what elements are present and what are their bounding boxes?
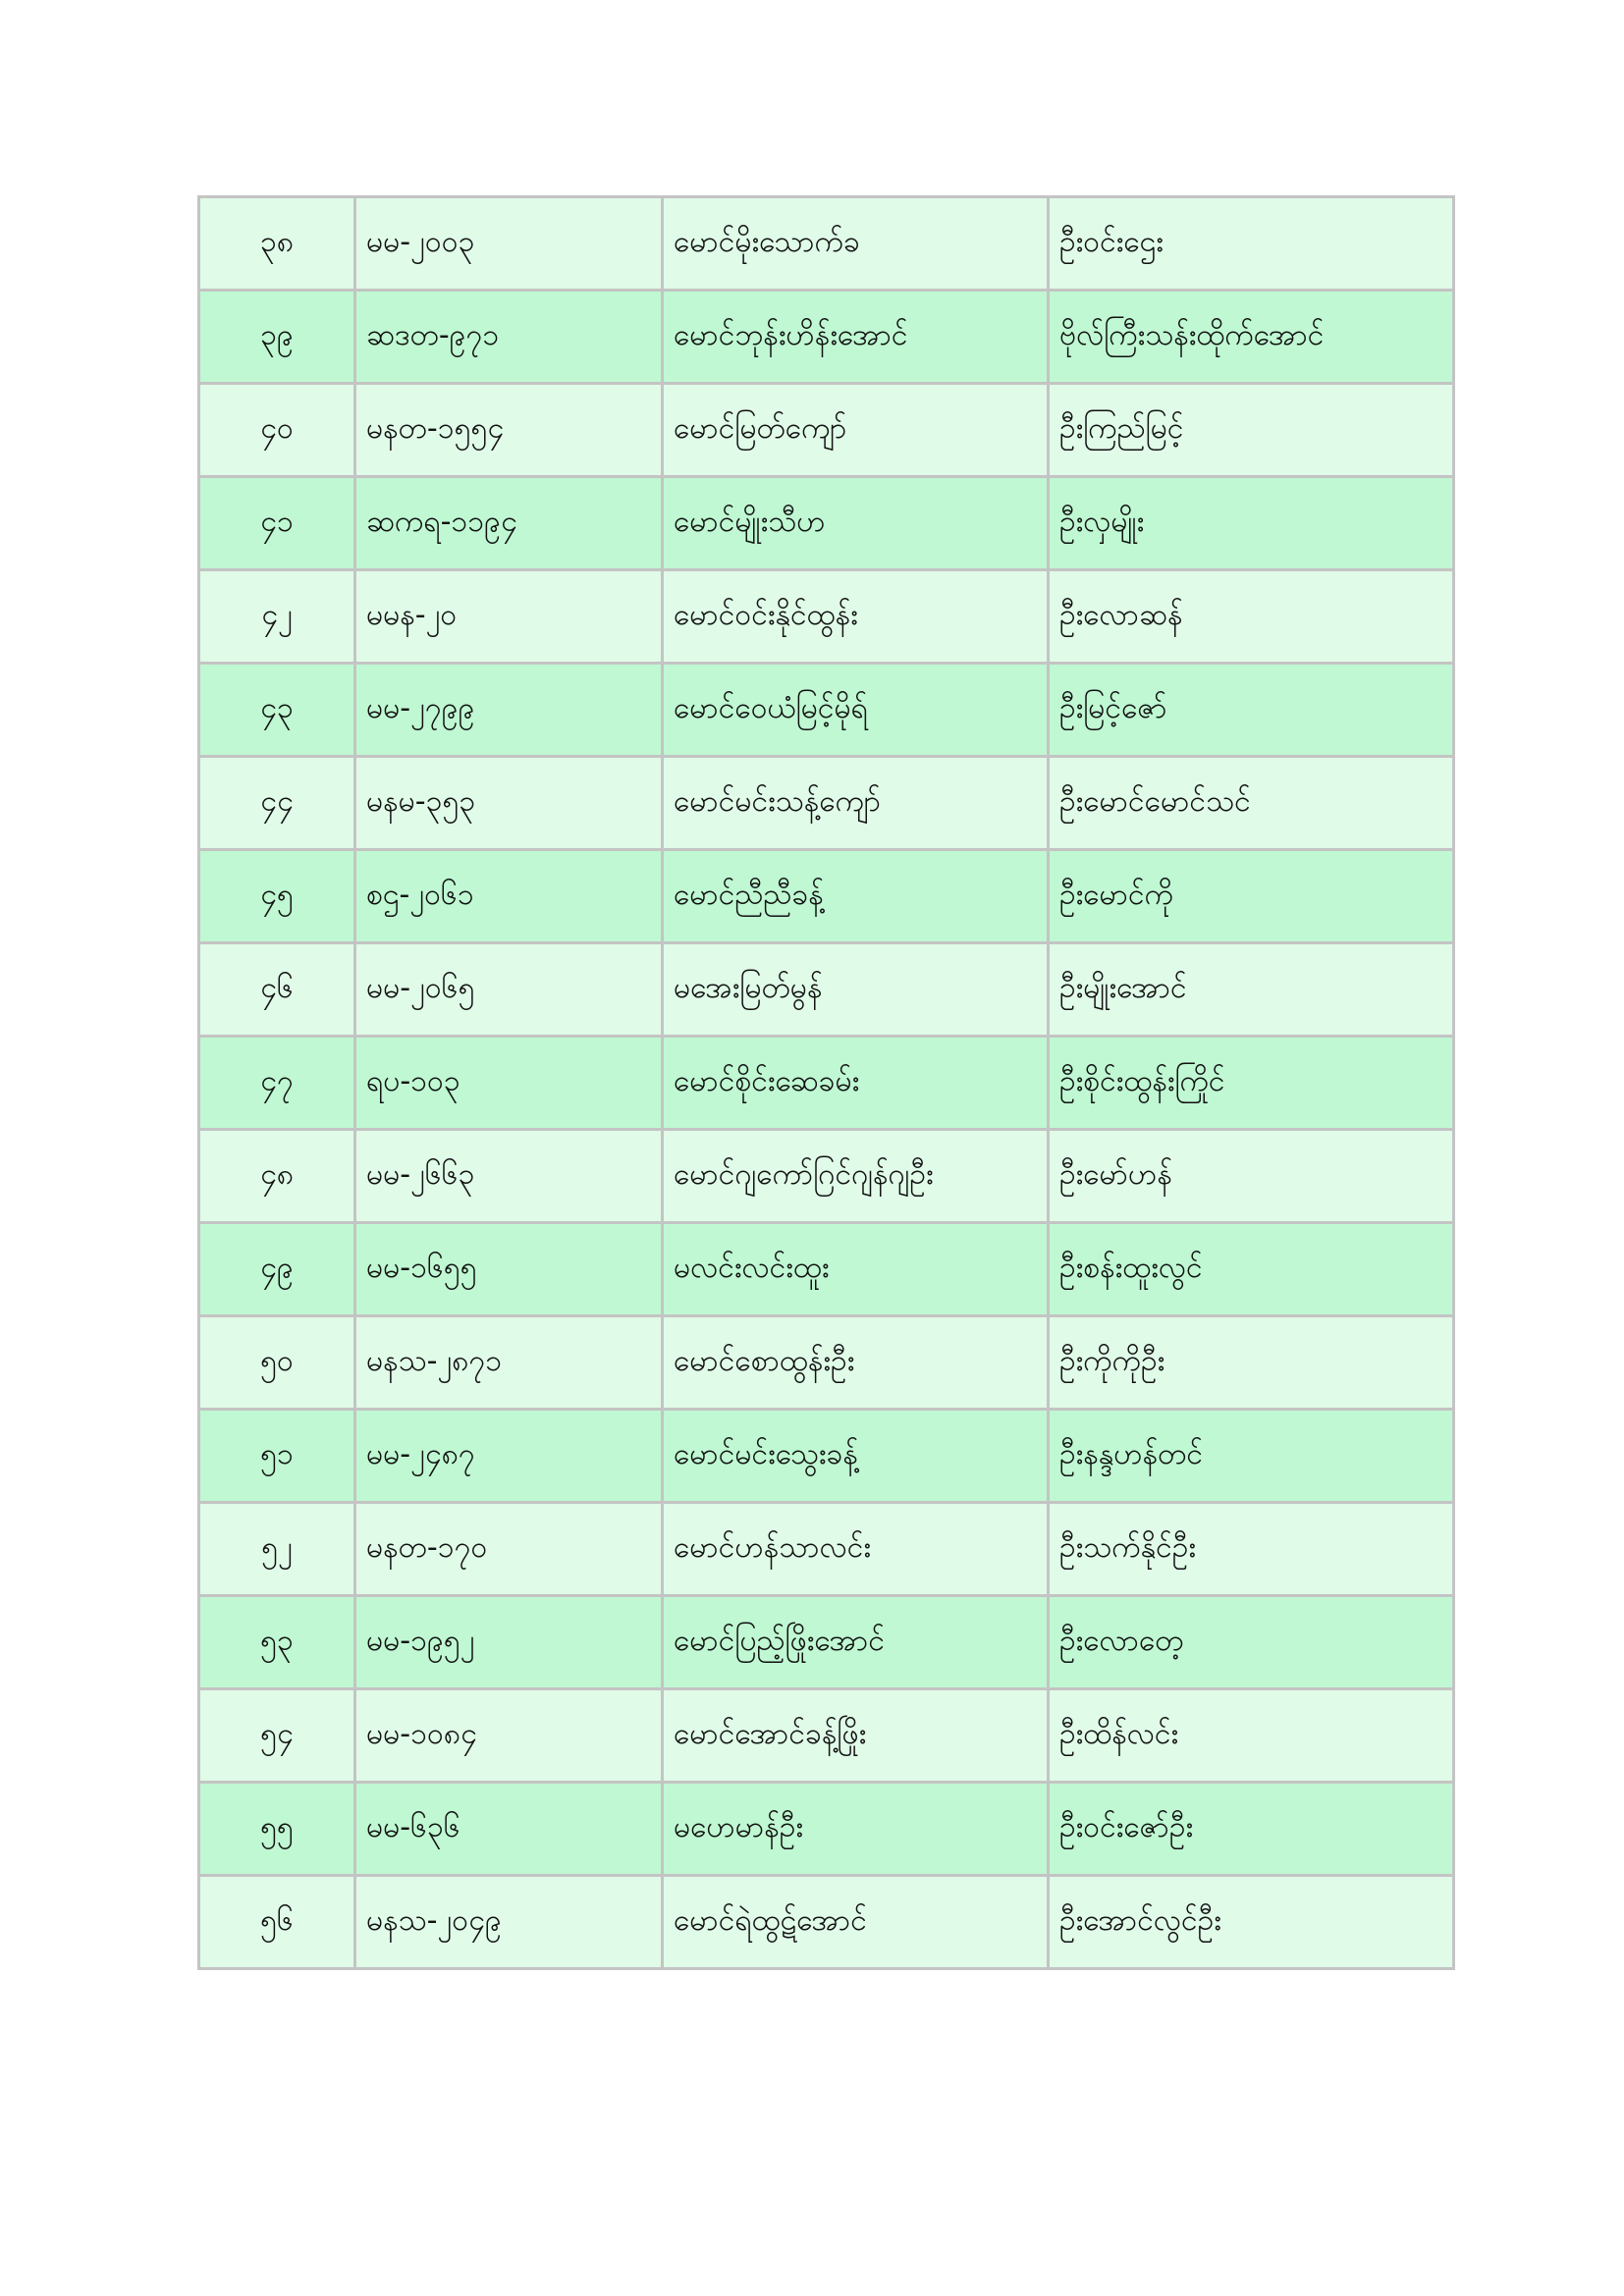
registration-id-cell: မနသ-၂၀၄၉: [355, 1876, 663, 1969]
row-number-cell: ၅၁: [199, 1410, 355, 1503]
student-name-cell: မောင်မျိုးသီဟ: [663, 477, 1049, 570]
student-name-cell: မောင်စောထွန်းဦး: [663, 1316, 1049, 1410]
student-name-cell: မောင်မင်းသန့်ကျော်: [663, 757, 1049, 850]
row-number-cell: ၄၃: [199, 664, 355, 757]
registration-id-cell: မမန-၂၀: [355, 570, 663, 664]
father-name-cell: ဗိုလ်ကြီးသန်းထိုက်အောင်: [1049, 291, 1454, 384]
row-number-cell: ၄၉: [199, 1223, 355, 1316]
student-name-cell: မောင်မြတ်ကျော်: [663, 384, 1049, 477]
student-name-cell: မောင်အောင်ခန့်ဖြိုး: [663, 1689, 1049, 1783]
father-name-cell: ဦးစန်းထူးလွင်: [1049, 1223, 1454, 1316]
student-name-cell: မောင်စိုင်းဆေခမ်း: [663, 1037, 1049, 1130]
registration-id-cell: မမ-၂၆၆၃: [355, 1130, 663, 1223]
father-name-cell: ဦးထိန်လင်း: [1049, 1689, 1454, 1783]
row-number-cell: ၄၅: [199, 850, 355, 943]
registration-id-cell: မမ-၂၄၈၇: [355, 1410, 663, 1503]
table-row: [199, 1783, 1454, 1876]
table-row: [199, 1037, 1454, 1130]
registration-id-cell: မမ-၂၀၆၅: [355, 943, 663, 1037]
student-name-cell: မအေးမြတ်မွန်: [663, 943, 1049, 1037]
father-name-cell: ဦးဝင်းဌေး: [1049, 197, 1454, 291]
table-row: [199, 1596, 1454, 1689]
father-name-cell: ဦးလောဆန်: [1049, 570, 1454, 664]
registration-id-cell: မမ-၂၇၉၉: [355, 664, 663, 757]
table-row: [199, 664, 1454, 757]
row-number-cell: ၃၈: [199, 197, 355, 291]
table-row: [199, 570, 1454, 664]
row-number-cell: ၄၂: [199, 570, 355, 664]
father-name-cell: ဦးမြင့်ဇော်: [1049, 664, 1454, 757]
registration-id-cell: မမ-၆၃၆: [355, 1783, 663, 1876]
row-number-cell: ၄၁: [199, 477, 355, 570]
row-number-cell: ၅၂: [199, 1503, 355, 1596]
table-row: [199, 1876, 1454, 1969]
registration-id-cell: မမ-၁၉၅၂: [355, 1596, 663, 1689]
registration-id-cell: ဆဒတ-၉၇၁: [355, 291, 663, 384]
father-name-cell: ဦးသက်နိုင်ဦး: [1049, 1503, 1454, 1596]
father-name-cell: ဦးမျိုးအောင်: [1049, 943, 1454, 1037]
table-row: [199, 1410, 1454, 1503]
row-number-cell: ၅၄: [199, 1689, 355, 1783]
registration-id-cell: မနတ-၁၅၅၄: [355, 384, 663, 477]
student-name-cell: မောင်ဟန်သာလင်း: [663, 1503, 1049, 1596]
row-number-cell: ၄၀: [199, 384, 355, 477]
table-row: [199, 1503, 1454, 1596]
table-row: [199, 384, 1454, 477]
father-name-cell: ဦးဝင်းဇော်ဦး: [1049, 1783, 1454, 1876]
father-name-cell: ဦးလှမျိုး: [1049, 477, 1454, 570]
student-name-cell: မောင်ဂျကော်ဂြင်ဂျန်ဂျဦး: [663, 1130, 1049, 1223]
registration-id-cell: မမ-၂၀၀၃: [355, 197, 663, 291]
row-number-cell: ၄၄: [199, 757, 355, 850]
records-table: [197, 195, 1455, 1970]
registration-id-cell: မနသ-၂၈၇၁: [355, 1316, 663, 1410]
table-row: [199, 757, 1454, 850]
table-row: [199, 1689, 1454, 1783]
row-number-cell: ၅၅: [199, 1783, 355, 1876]
table-row: [199, 1316, 1454, 1410]
father-name-cell: ဦးကိုကိုဦး: [1049, 1316, 1454, 1410]
student-name-cell: မောင်ဝင်းနိုင်ထွန်း: [663, 570, 1049, 664]
father-name-cell: ဦးလောတေ့: [1049, 1596, 1454, 1689]
registration-id-cell: ဆကရ-၁၁၉၄: [355, 477, 663, 570]
student-name-cell: မလင်းလင်းထူး: [663, 1223, 1049, 1316]
father-name-cell: ဦးစိုင်းထွန်းကြိုင်: [1049, 1037, 1454, 1130]
records-table-body: [199, 197, 1454, 1969]
table-row: [199, 850, 1454, 943]
row-number-cell: ၄၆: [199, 943, 355, 1037]
registration-id-cell: မနမ-၃၅၃: [355, 757, 663, 850]
row-number-cell: ၄၇: [199, 1037, 355, 1130]
father-name-cell: ဦးအောင်လွင်ဦး: [1049, 1876, 1454, 1969]
student-name-cell: မောင်ဝေယံမြင့်မိုရ်: [663, 664, 1049, 757]
table-row: [199, 197, 1454, 291]
student-name-cell: မောင်မိုးသောက်ခ: [663, 197, 1049, 291]
father-name-cell: ဦးကြည်မြင့်: [1049, 384, 1454, 477]
father-name-cell: ဦးမော်ဟန်: [1049, 1130, 1454, 1223]
father-name-cell: ဦးမောင်ကို: [1049, 850, 1454, 943]
student-name-cell: မောင်ဘုန်းဟိန်းအောင်: [663, 291, 1049, 384]
table-row: [199, 291, 1454, 384]
table-row: [199, 477, 1454, 570]
student-name-cell: မောင်ရဲထွဋ်အောင်: [663, 1876, 1049, 1969]
row-number-cell: ၄၈: [199, 1130, 355, 1223]
student-name-cell: မောင်ပြည့်ဖြိုးအောင်: [663, 1596, 1049, 1689]
table-row: [199, 1223, 1454, 1316]
registration-id-cell: ရပ-၁၀၃: [355, 1037, 663, 1130]
student-name-cell: မဟေမာန်ဦး: [663, 1783, 1049, 1876]
father-name-cell: ဦးမောင်မောင်သင်: [1049, 757, 1454, 850]
registration-id-cell: မမ-၁၆၅၅: [355, 1223, 663, 1316]
registration-id-cell: မနတ-၁၇၀: [355, 1503, 663, 1596]
row-number-cell: ၅၃: [199, 1596, 355, 1689]
student-name-cell: မောင်မင်းသွေးခန့်: [663, 1410, 1049, 1503]
student-name-cell: မောင်ညီညီခန့်: [663, 850, 1049, 943]
row-number-cell: ၅၀: [199, 1316, 355, 1410]
registration-id-cell: မမ-၁၀၈၄: [355, 1689, 663, 1783]
table-row: [199, 943, 1454, 1037]
father-name-cell: ဦးနန္ဒဟန်တင်: [1049, 1410, 1454, 1503]
row-number-cell: ၃၉: [199, 291, 355, 384]
row-number-cell: ၅၆: [199, 1876, 355, 1969]
registration-id-cell: စဌ-၂၀၆၁: [355, 850, 663, 943]
table-row: [199, 1130, 1454, 1223]
